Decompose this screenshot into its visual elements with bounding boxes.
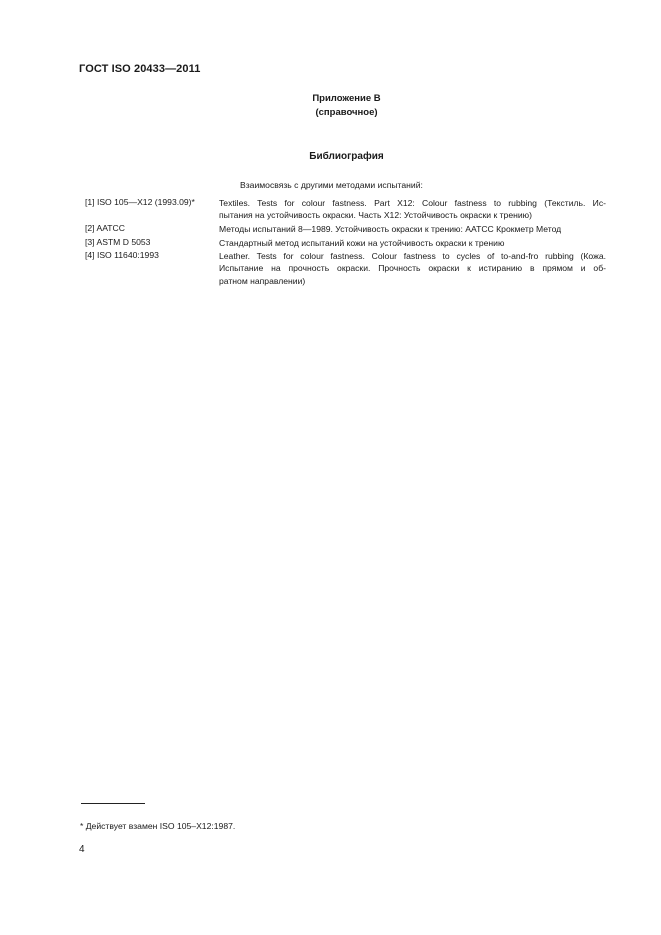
reference-line: ратном направлении) <box>219 275 306 286</box>
reference-line: Методы испытаний 8—1989. Устойчивость окраски к трению: AATCC Крокметр Метод <box>219 224 562 234</box>
reference-line: Испытание на прочность окраски. Прочность окраски к истиранию в прямом и об- <box>219 263 606 274</box>
footnote-text: * Действует взамен ISO 105–X12:1987. <box>80 821 236 831</box>
reference-description <box>219 237 606 249</box>
appendix-subtitle: (справочное) <box>315 107 378 118</box>
appendix-title: Приложение В <box>312 93 381 104</box>
reference-description <box>219 250 606 287</box>
reference-code: [2] AATCC <box>85 223 125 233</box>
reference-line: Textiles. Tests for colour fastness. Part X12: Colour fastness to rubbing (Текстиль. Ис- <box>219 198 606 208</box>
bibliography-title: Библиография <box>309 151 384 162</box>
document-code-header: ГОСТ ISO 20433—2011 <box>79 63 201 75</box>
reference-line: Leather. Tests for colour fastness. Colour fastness to cycles of to-and-fro rubbing (Кожа. <box>219 251 606 261</box>
footnote-separator <box>81 803 145 804</box>
reference-description <box>219 223 606 235</box>
reference-code: [4] ISO 11640:1993 <box>85 250 159 260</box>
reference-code: [1] ISO 105—X12 (1993.09)* <box>85 197 195 207</box>
reference-line: пытания на устойчивость окраски. Часть X12: Устойчивость окраски к трению) <box>219 210 532 221</box>
reference-line: Стандартный метод испытаний кожи на устойчивость окраски к трению <box>219 238 505 248</box>
bibliography-intro: Взаимосвязь с другими методами испытаний: <box>240 180 423 190</box>
reference-description <box>219 197 606 222</box>
reference-code: [3] ASTM D 5053 <box>85 237 151 247</box>
page-number: 4 <box>79 844 85 855</box>
